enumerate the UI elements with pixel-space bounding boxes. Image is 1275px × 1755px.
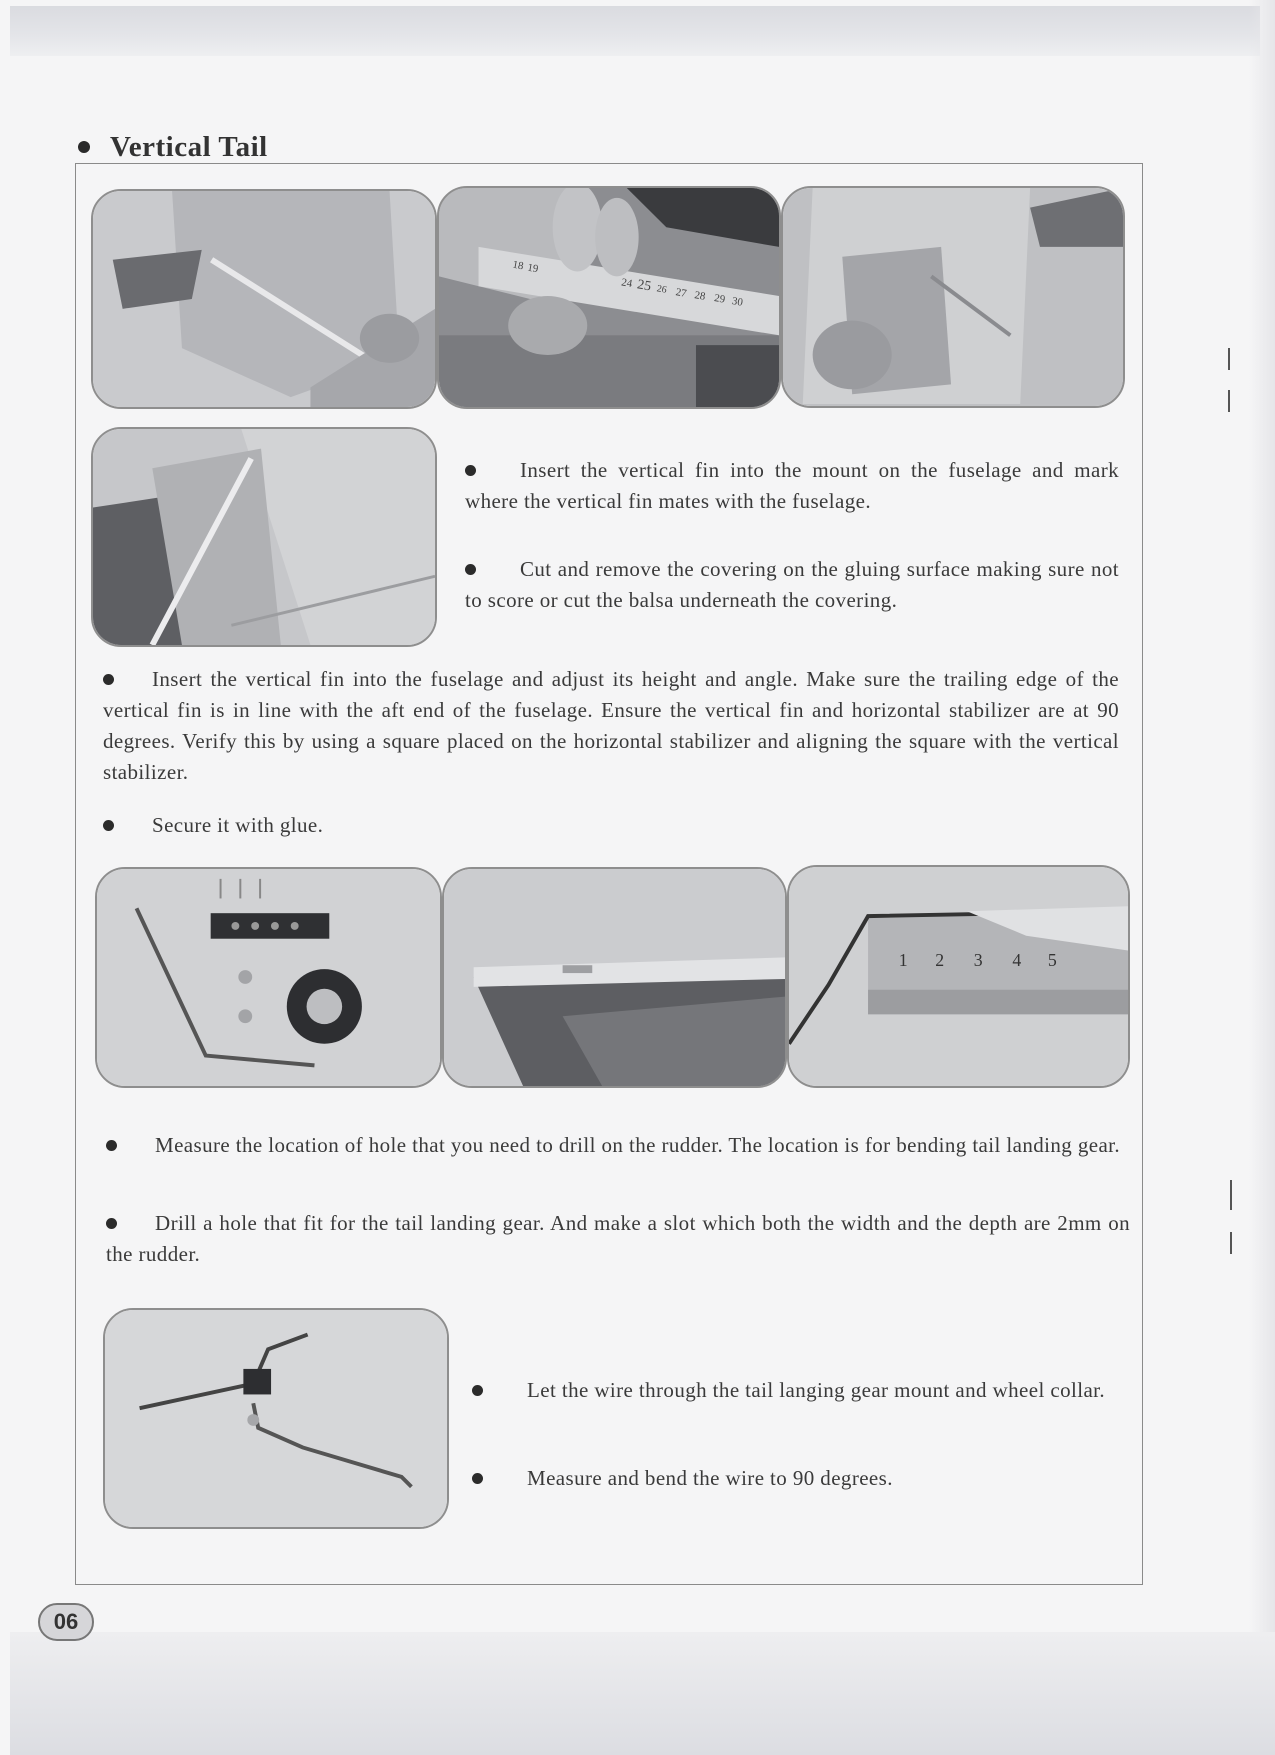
- photo-rudder-slot: [442, 867, 787, 1088]
- photo-tail-gear-parts: [95, 867, 442, 1088]
- step-text: Drill a hole that fit for the tail landing gear. And make a slot which both the width and the depth are 2mm on the rudder.: [106, 1211, 1130, 1266]
- photo-icon: [783, 188, 1123, 406]
- photo-icon: [93, 429, 435, 645]
- bullet-icon: [465, 564, 476, 575]
- binder-mark: [1230, 1180, 1232, 1210]
- step-adjust-fin: [103, 664, 1119, 788]
- ruler-mark: 4: [1012, 950, 1022, 971]
- step-text: Measure the location of hole that you need to drill on the rudder. The location is for bending tail landing gear.: [155, 1133, 1121, 1157]
- bullet-icon: [106, 1140, 117, 1151]
- bullet-icon: [472, 1473, 483, 1484]
- step-text: Insert the vertical fin into the mount on the fuselage and mark where the vertical fin mates with the fuselage.: [465, 458, 1119, 513]
- step-wire-through: [472, 1375, 1130, 1406]
- ruler-mark: 3: [973, 950, 983, 971]
- photo-icon: [439, 188, 779, 407]
- step-text: Insert the vertical fin into the fuselage and adjust its height and angle. Make sure the trailing edge of the vertical fin is in line with the aft end of the fuselage. Ensure the vertical fin and horizontal stabilizer are at 90 degrees. Verify this by using a square placed on the horizontal stabilizer and aligning the square with the vertical stabilizer.: [103, 667, 1119, 784]
- photo-wire-ruler: [787, 865, 1130, 1088]
- step-drill-hole: [106, 1208, 1130, 1270]
- binder-mark: [1230, 1232, 1232, 1254]
- bullet-icon: [78, 141, 90, 153]
- ruler-mark: 2: [935, 950, 945, 971]
- photo-fin-mount: [781, 186, 1125, 408]
- ruler-mark: 27: [674, 286, 688, 300]
- section-title: [78, 131, 268, 164]
- photo-mark-fin: [91, 427, 437, 647]
- binder-mark: [1228, 348, 1230, 370]
- page-edge-shadow: [1249, 0, 1275, 1755]
- step-mark-fin: [465, 455, 1119, 517]
- photo-icon: [789, 867, 1128, 1086]
- step-text: Cut and remove the covering on the gluing surface making sure not to score or cut the balsa underneath the covering.: [465, 557, 1119, 612]
- photo-icon: [93, 191, 435, 407]
- ruler-mark: 28: [693, 289, 707, 303]
- step-text: Let the wire through the tail langing gear mount and wheel collar.: [527, 1378, 1106, 1402]
- photo-fin-on-fuselage: [91, 189, 437, 409]
- ruler-mark: 1: [898, 950, 908, 971]
- step-text: Secure it with glue.: [152, 813, 324, 837]
- bullet-icon: [106, 1218, 117, 1229]
- ruler-mark: 19: [526, 261, 540, 276]
- ruler-mark: 5: [1047, 950, 1057, 971]
- ruler-mark: 26: [655, 283, 668, 296]
- ruler-mark: 29: [713, 292, 727, 306]
- photo-bent-wire: [103, 1308, 449, 1529]
- bullet-icon: [472, 1385, 483, 1396]
- photo-icon: [97, 869, 440, 1086]
- photo-icon: [105, 1310, 447, 1527]
- step-cut-covering: [465, 554, 1119, 616]
- ruler-mark: 18: [511, 258, 525, 273]
- ruler-mark: 25: [636, 276, 653, 294]
- step-glue: [103, 810, 1119, 841]
- bullet-icon: [465, 465, 476, 476]
- step-bend-wire: [472, 1463, 1130, 1494]
- photo-icon: [444, 869, 785, 1086]
- bullet-icon: [103, 674, 114, 685]
- footer-band: [10, 1632, 1275, 1755]
- ruler-mark: 30: [731, 295, 744, 309]
- section-title-text: Vertical Tail: [110, 131, 268, 164]
- step-text: Measure and bend the wire to 90 degrees.: [527, 1466, 893, 1490]
- page-number: 06: [38, 1603, 94, 1641]
- binder-mark: [1228, 390, 1230, 412]
- bullet-icon: [103, 820, 114, 831]
- photo-measure-with-ruler: [437, 186, 781, 409]
- step-measure-hole: [106, 1130, 1130, 1161]
- ruler-mark: 24: [620, 276, 634, 291]
- header-band: [10, 6, 1260, 56]
